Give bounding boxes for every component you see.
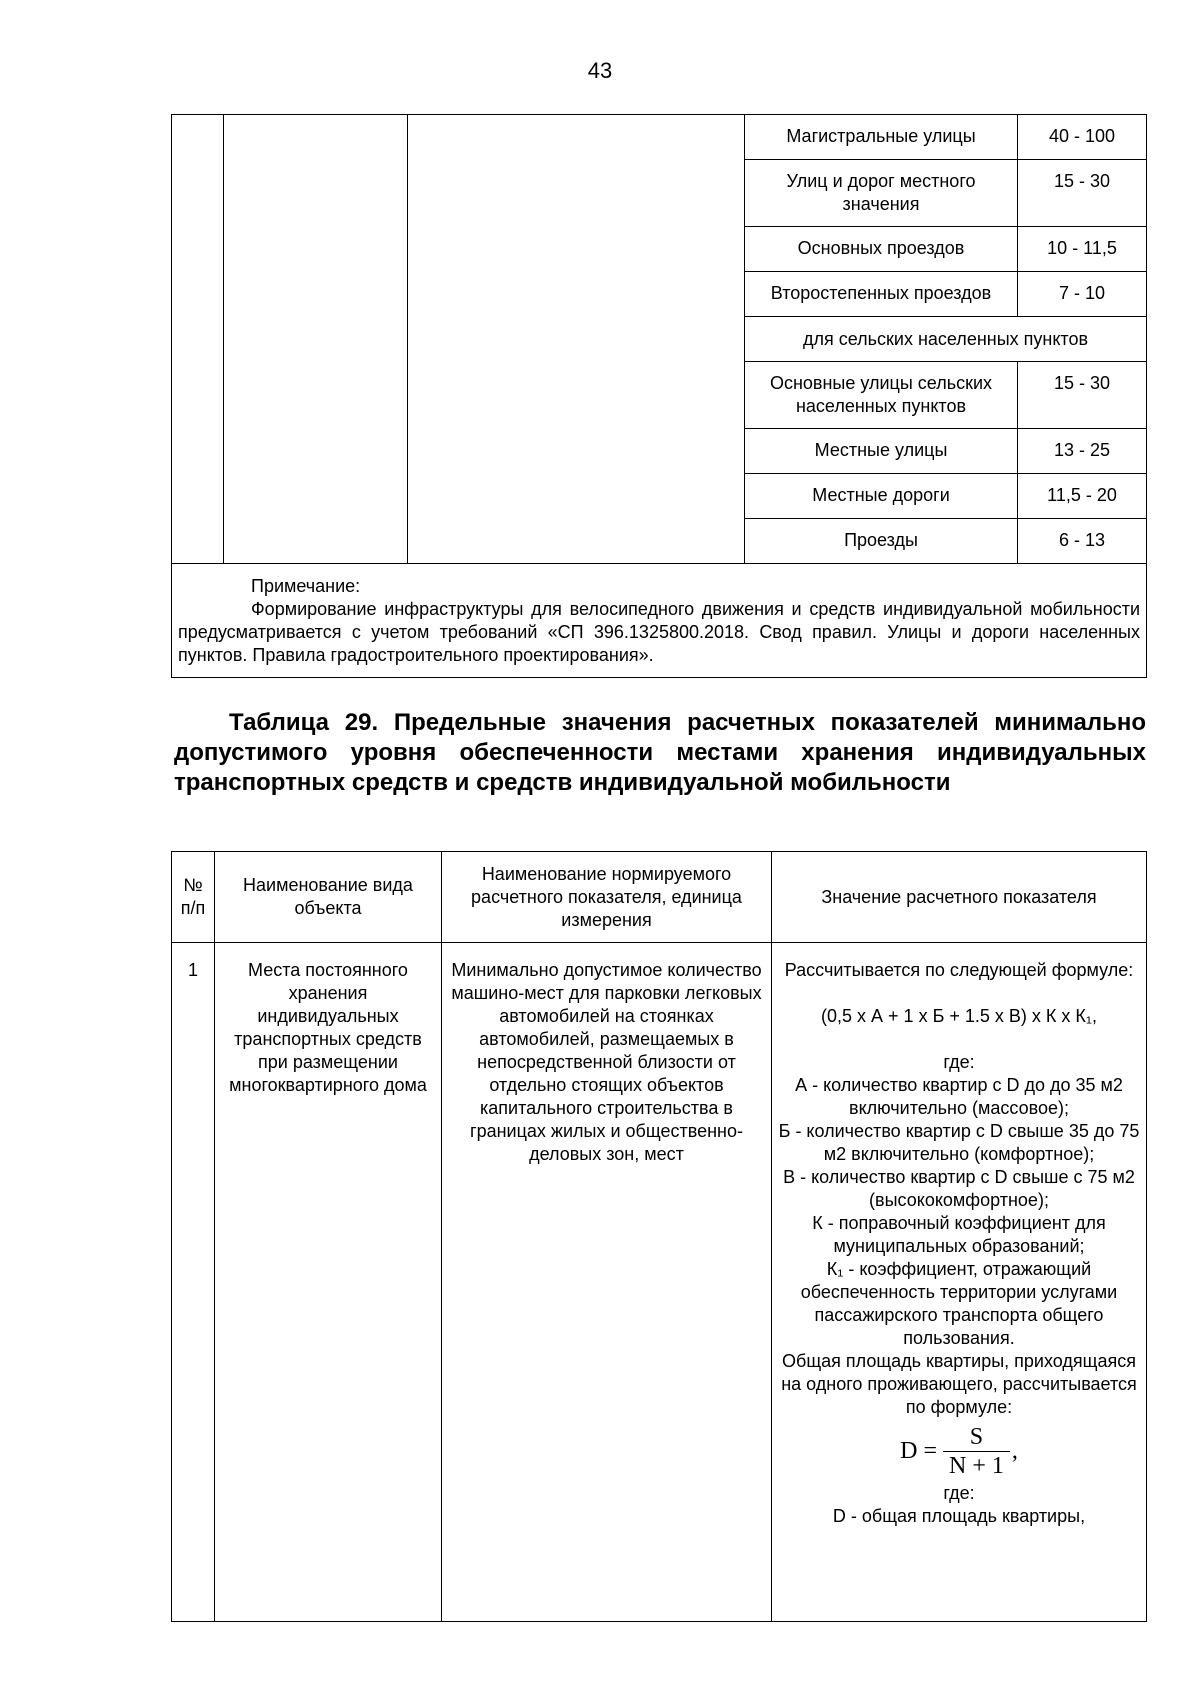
street-type-cell: Проезды (745, 519, 1018, 564)
area-formula-intro: Общая площадь квартиры, приходящаяся на одного проживающего, рассчитывается по формуле: (781, 1351, 1137, 1417)
formula-numerator: S (969, 1424, 984, 1450)
empty-col-object (224, 115, 408, 564)
page-number: 43 (587, 58, 613, 83)
street-type-cell: Основных проездов (745, 227, 1018, 272)
width-value-cell: 40 - 100 (1018, 115, 1147, 160)
row-object: Места постоянного хранения индивидуальных транспортных средств при размещении многоквартирного дома (215, 943, 442, 1622)
formula-lhs: D = (900, 1438, 937, 1464)
width-value-cell: 6 - 13 (1018, 519, 1147, 564)
rural-subheader: для сельских населенных пунктов (745, 317, 1147, 362)
note-cell (172, 564, 1147, 678)
table-title: Таблица 29. Предельные значения расчетных показателей минимально допустимого уровня обеспеченности местами хранения индивидуальных транспортных средств и средств индивидуальной мобильности (174, 709, 1146, 796)
street-width-table (171, 114, 1147, 678)
street-type-cell: Местные улицы (745, 429, 1018, 474)
street-type-cell: Второстепенных проездов (745, 272, 1018, 317)
header-value: Значение расчетного показателя (772, 852, 1147, 943)
parking-formula: (0,5 х А + 1 х Б + 1.5 х В) х К х К₁, (821, 1006, 1097, 1026)
definition-d: D - общая площадь квартиры, (832, 1506, 1086, 1526)
street-type-cell: Местные дороги (745, 474, 1018, 519)
empty-col-num (172, 115, 224, 564)
width-value-cell: 15 - 30 (1018, 362, 1147, 429)
where-label: где: (943, 1052, 975, 1072)
formula-tail: , (1011, 1438, 1018, 1464)
note-text: Формирование инфраструктуры для велосипедного движения и средств индивидуальной мобильности предусматривается с учетом требований «СП 396.1325800.2018. Свод правил. Улицы и дороги населенных пунктов. Правила градостроительного проектирования». (178, 599, 1140, 665)
width-value-cell: 7 - 10 (1018, 272, 1147, 317)
definition-b: Б - количество квартир с D свыше 35 до 75 м2 включительно (комфортное); (778, 1121, 1140, 1164)
formula-denominator: N + 1 (943, 1451, 1010, 1480)
header-object: Наименование вида объекта (215, 852, 442, 943)
width-value-cell: 15 - 30 (1018, 160, 1147, 227)
row-value (772, 943, 1147, 1622)
header-indicator: Наименование нормируемого расчетного показателя, единица измерения (442, 852, 772, 943)
row-indicator: Минимально допустимое количество машино-мест для парковки легковых автомобилей на стоянках автомобилей, размещаемых в непосредственной близости от отдельно стоящих объектов капитального строительства в границах жилых и общественно-деловых зон, мест (442, 943, 772, 1622)
empty-col-indicator (408, 115, 745, 564)
width-value-cell: 11,5 - 20 (1018, 474, 1147, 519)
row-num: 1 (172, 943, 215, 1622)
definition-a: А - количество квартир с D до до 35 м2 включительно (массовое); (795, 1075, 1123, 1118)
street-type-cell: Основные улицы сельских населенных пунктов (745, 362, 1018, 429)
note-title: Примечание: (251, 576, 361, 596)
street-type-cell: Магистральные улицы (745, 115, 1018, 160)
where-label-2: где: (943, 1483, 975, 1503)
definition-v: В - количество квартир с D свыше с 75 м2 (высококомфортное); (783, 1167, 1135, 1210)
definition-k: К - поправочный коэффициент для муниципальных образований; (812, 1213, 1106, 1256)
formula-fraction (943, 1423, 1010, 1480)
street-type-cell: Улиц и дорог местного значения (745, 160, 1018, 227)
width-value-cell: 13 - 25 (1018, 429, 1147, 474)
definition-k1: К₁ - коэффициент, отражающий обеспеченность территории услугами пассажирского транспорта общего пользования. (800, 1259, 1118, 1348)
width-value-cell: 10 - 11,5 (1018, 227, 1147, 272)
area-formula (900, 1423, 1018, 1480)
formula-intro: Рассчитывается по следующей формуле: (784, 960, 1134, 980)
parking-standards-table (171, 851, 1147, 1622)
header-num: № п/п (172, 852, 215, 943)
